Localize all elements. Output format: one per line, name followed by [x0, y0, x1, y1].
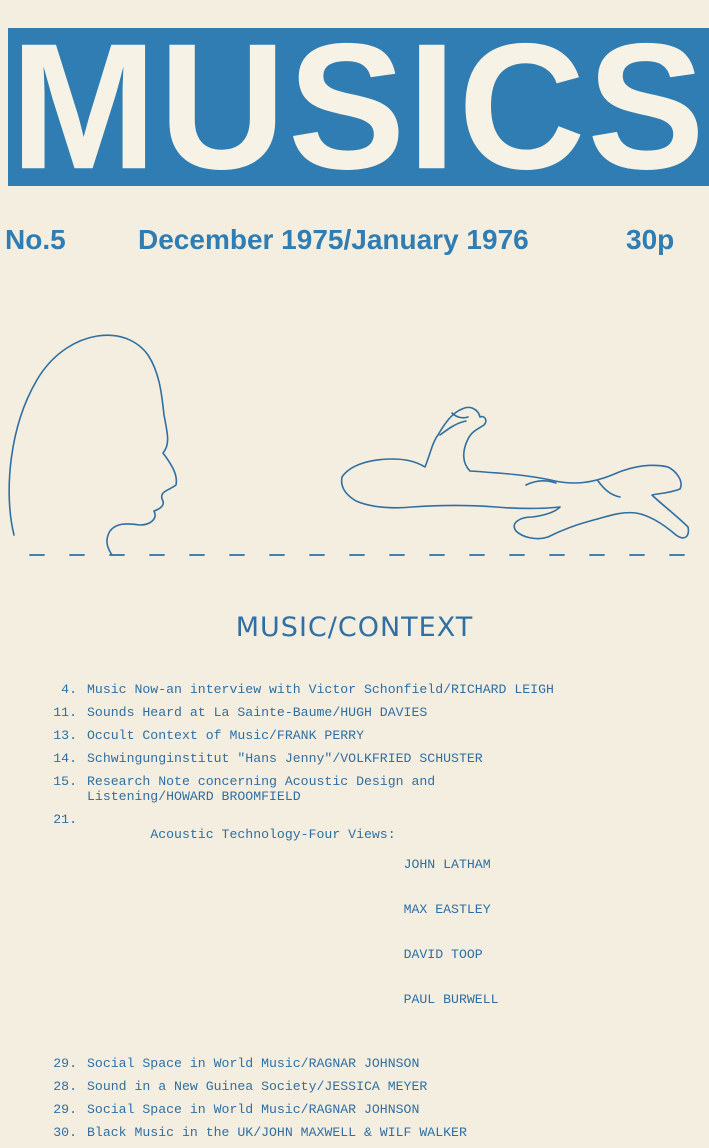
masthead-title: MUSICS: [10, 7, 707, 207]
contents-item: [50, 728, 700, 743]
contents-item: [50, 812, 700, 1052]
contributor-name: MAX EASTLEY: [403, 902, 491, 917]
contents-title: Sounds Heard at La Sainte-Baume/HUGH DAVIES: [87, 705, 428, 720]
contents-page-number: 28.: [53, 1079, 77, 1094]
contents-page-number: 15.: [53, 774, 77, 789]
contents-page-number: 11.: [53, 705, 77, 720]
contents-title: [87, 812, 499, 1052]
contributor-name: JOHN LATHAM: [403, 857, 491, 872]
issue-line: [0, 224, 709, 264]
contents-title: Sound in a New Guinea Society/JESSICA MEYER: [87, 1079, 428, 1094]
issue-price: 30p: [626, 224, 675, 255]
contents-page-number: 14.: [53, 751, 77, 766]
contents-page-number: 21.: [53, 812, 77, 827]
contents-item: [50, 751, 700, 766]
issue-date: December 1975/January 1976: [138, 224, 529, 255]
contents-title: Occult Context of Music/FRANK PERRY: [87, 728, 364, 743]
contents-title-line: Research Note concerning Acoustic Design and: [87, 774, 436, 789]
contents-title: Black Music in the UK/JOHN MAXWELL & WILF WALKER: [87, 1125, 467, 1140]
contents-page-number: 4.: [61, 682, 77, 697]
contents-item: [50, 1125, 700, 1140]
issue-number: No.5: [5, 224, 66, 255]
contents-list: [50, 682, 700, 1148]
head-profile-drawing: [9, 335, 176, 555]
contents-page-number: 13.: [53, 728, 77, 743]
contents-item: [50, 1079, 700, 1094]
contents-title: [87, 774, 435, 804]
cover-illustration: [0, 305, 709, 575]
masthead: [8, 7, 709, 207]
contents-item: [50, 1102, 700, 1117]
contents-title: Social Space in World Music/RAGNAR JOHNSON: [87, 1102, 420, 1117]
contents-title-line: Listening/HOWARD BROOMFIELD: [87, 789, 301, 804]
contents-item: [50, 682, 700, 697]
contents-item: [50, 705, 700, 720]
contributor-name: PAUL BURWELL: [403, 992, 499, 1007]
swimming-figure-drawing: [342, 407, 689, 538]
section-title: MUSIC/CONTEXT: [235, 612, 474, 643]
contents-item: [50, 1056, 700, 1071]
contents-title: Social Space in World Music/RAGNAR JOHNSON: [87, 1056, 420, 1071]
contents-title: Music Now-an interview with Victor Schonfield/RICHARD LEIGH: [87, 682, 554, 697]
contents-page-number: 29.: [53, 1102, 77, 1117]
contributor-name: DAVID TOOP: [403, 947, 483, 962]
contents-item: [50, 774, 700, 804]
contents-page-number: 30.: [53, 1125, 77, 1140]
contents-title: Schwingunginstitut "Hans Jenny"/VOLKFRIED SCHUSTER: [87, 751, 483, 766]
figure-detail-drawing: [440, 413, 620, 497]
contents-page-number: 29.: [53, 1056, 77, 1071]
contents-title-lead: Acoustic Technology-Four Views:: [150, 827, 404, 842]
